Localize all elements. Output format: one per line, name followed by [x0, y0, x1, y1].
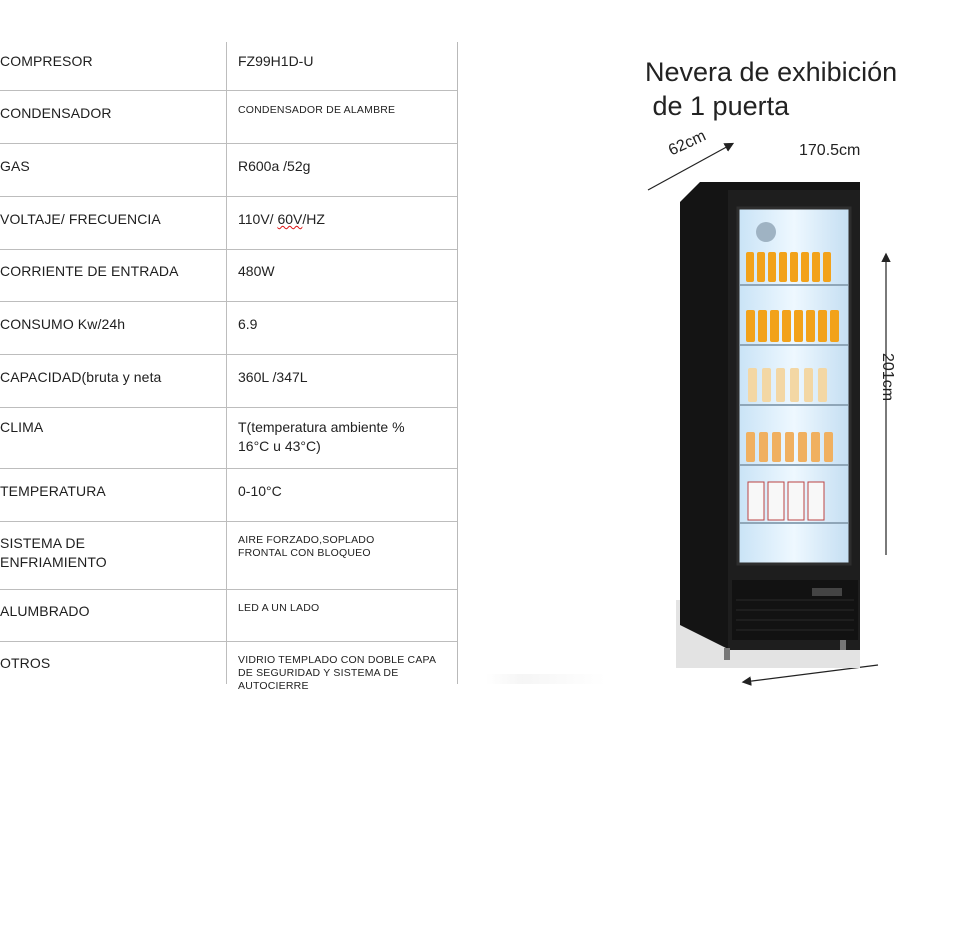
- spec-row-voltaje: [0, 197, 457, 250]
- spec-row-otros: [0, 642, 457, 702]
- spec-value: 360L /347L: [238, 369, 308, 385]
- spec-value: AIRE FORZADO,SOPLADO FRONTAL CON BLOQUEO: [238, 534, 375, 559]
- top-width-dimension-label: 170.5cm: [799, 142, 861, 159]
- control-panel: [812, 588, 842, 596]
- spec-label: ALUMBRADO: [0, 603, 90, 619]
- spec-label: CONSUMO Kw/24h: [0, 316, 126, 332]
- spec-value: T(temperatura ambiente % 16°C u 43°C): [238, 419, 405, 454]
- spec-row-corriente: [0, 250, 457, 302]
- spec-row-temperatura: [0, 469, 457, 522]
- foot: [840, 640, 846, 650]
- spec-label: COMPRESOR: [0, 53, 93, 69]
- spellcheck-marked-text: 60V: [277, 211, 303, 227]
- spec-label: CAPACIDAD(bruta y neta: [0, 369, 162, 385]
- scan-artifact: [486, 674, 606, 684]
- spec-value: [238, 210, 450, 229]
- spec-label: SISTEMA DE ENFRIAMIENTO: [0, 535, 107, 570]
- spec-value-part: 110V/: [238, 211, 278, 227]
- spec-value: 0-10°C: [238, 483, 282, 499]
- spec-value: VIDRIO TEMPLADO CON DOBLE CAPA DE SEGURIDAD Y SISTEMA DE AUTOCIERRE: [238, 654, 436, 692]
- spec-table: [0, 42, 458, 692]
- spec-row-consumo: [0, 302, 457, 355]
- bottles-row-4: [746, 432, 833, 462]
- spec-row-sistema: [0, 522, 457, 590]
- spec-label: VOLTAJE/ FRECUENCIA: [0, 211, 161, 227]
- spec-label: CORRIENTE DE ENTRADA: [0, 263, 179, 279]
- spec-label: CONDENSADOR: [0, 105, 112, 121]
- spec-label: GAS: [0, 158, 30, 174]
- spec-value-part: /HZ: [302, 211, 325, 227]
- depth-dimension-label: 62cm: [666, 127, 709, 160]
- spec-label: TEMPERATURA: [0, 483, 106, 499]
- spec-value: FZ99H1D-U: [238, 53, 314, 69]
- spec-row-compresor: [0, 42, 457, 91]
- spec-row-gas: [0, 144, 457, 197]
- spec-value: 480W: [238, 263, 275, 279]
- spec-label: CLIMA: [0, 419, 44, 435]
- spec-value: LED A UN LADO: [238, 602, 320, 614]
- spec-row-alumbrado: [0, 590, 457, 642]
- height-dimension-label: 201cm: [879, 353, 896, 402]
- spec-value: 6.9: [238, 316, 258, 332]
- spec-row-capacidad: [0, 355, 457, 408]
- fan-icon: [756, 222, 776, 242]
- spec-row-condensador: [0, 91, 457, 144]
- product-title: Nevera de exhibición de 1 puerta: [645, 57, 898, 121]
- fridge-illustration: [640, 130, 940, 690]
- spec-row-clima: [0, 408, 457, 469]
- foot: [724, 648, 730, 660]
- spec-value: CONDENSADOR DE ALAMBRE: [238, 104, 396, 116]
- spec-value: R600a /52g: [238, 158, 311, 174]
- spec-label: OTROS: [0, 655, 51, 671]
